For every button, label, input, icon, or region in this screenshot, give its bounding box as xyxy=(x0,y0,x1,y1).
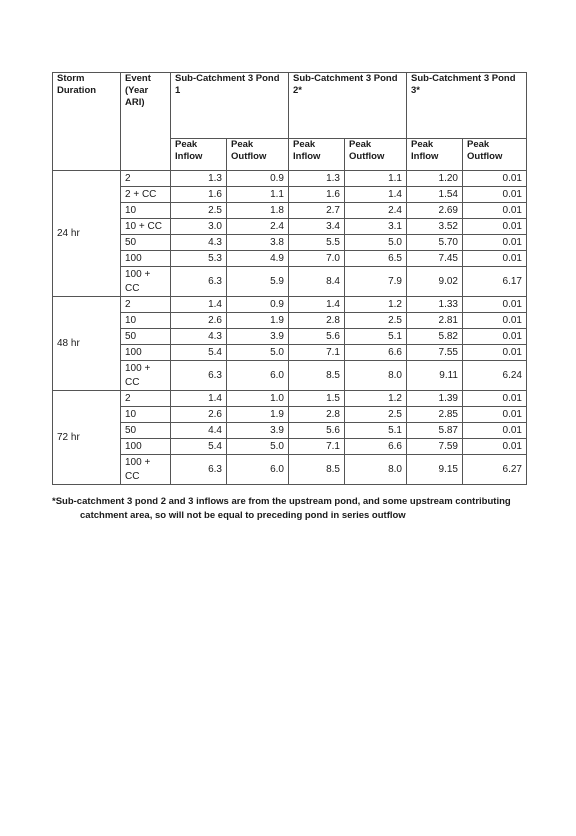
peak-inflow-cell: 7.0 xyxy=(289,251,345,267)
table-row xyxy=(53,187,527,203)
peak-outflow-cell: 2.5 xyxy=(345,407,407,423)
peak-outflow-cell: 4.9 xyxy=(227,251,289,267)
peak-inflow-cell: 7.45 xyxy=(407,251,463,267)
peak-outflow-cell: 1.0 xyxy=(227,391,289,407)
event-cell: 2 xyxy=(121,171,171,187)
peak-inflow-cell: 2.5 xyxy=(171,203,227,219)
event-cell: 10 + CC xyxy=(121,219,171,235)
event-cell: 2 xyxy=(121,391,171,407)
header-peak-outflow: Peak Outflow xyxy=(463,139,527,171)
header-peak-inflow: Peak Inflow xyxy=(171,139,227,171)
peak-inflow-cell: 1.4 xyxy=(289,297,345,313)
peak-inflow-cell: 3.4 xyxy=(289,219,345,235)
peak-outflow-cell: 6.6 xyxy=(345,439,407,455)
peak-outflow-cell: 0.01 xyxy=(463,235,527,251)
peak-outflow-cell: 6.17 xyxy=(463,267,527,297)
peak-outflow-cell: 5.1 xyxy=(345,329,407,345)
event-cell: 50 xyxy=(121,423,171,439)
peak-inflow-cell: 3.0 xyxy=(171,219,227,235)
header-storm-duration: Storm Duration xyxy=(53,73,121,171)
peak-inflow-cell: 7.55 xyxy=(407,345,463,361)
peak-outflow-cell: 1.1 xyxy=(345,171,407,187)
peak-inflow-cell: 6.3 xyxy=(171,455,227,485)
peak-inflow-cell: 3.52 xyxy=(407,219,463,235)
peak-outflow-cell: 0.01 xyxy=(463,251,527,267)
peak-outflow-cell: 0.01 xyxy=(463,407,527,423)
peak-inflow-cell: 8.5 xyxy=(289,455,345,485)
peak-inflow-cell: 9.02 xyxy=(407,267,463,297)
peak-inflow-cell: 9.11 xyxy=(407,361,463,391)
table-row xyxy=(53,391,527,407)
header-pond-1: Sub-Catchment 3 Pond 1 xyxy=(171,73,289,139)
peak-outflow-cell: 1.9 xyxy=(227,313,289,329)
peak-inflow-cell: 2.81 xyxy=(407,313,463,329)
peak-inflow-cell: 6.3 xyxy=(171,267,227,297)
table-body xyxy=(53,171,527,485)
peak-outflow-cell: 6.6 xyxy=(345,345,407,361)
event-cell: 100 + CC xyxy=(121,267,171,297)
event-cell: 100 xyxy=(121,439,171,455)
event-cell: 10 xyxy=(121,407,171,423)
peak-outflow-cell: 0.9 xyxy=(227,297,289,313)
peak-inflow-cell: 5.6 xyxy=(289,329,345,345)
peak-inflow-cell: 1.3 xyxy=(289,171,345,187)
table-row xyxy=(53,235,527,251)
peak-inflow-cell: 1.33 xyxy=(407,297,463,313)
table-row xyxy=(53,329,527,345)
table-row xyxy=(53,251,527,267)
peak-outflow-cell: 0.01 xyxy=(463,297,527,313)
peak-outflow-cell: 8.0 xyxy=(345,455,407,485)
peak-outflow-cell: 7.9 xyxy=(345,267,407,297)
peak-outflow-cell: 1.1 xyxy=(227,187,289,203)
peak-outflow-cell: 0.01 xyxy=(463,171,527,187)
event-cell: 50 xyxy=(121,329,171,345)
peak-outflow-cell: 6.27 xyxy=(463,455,527,485)
peak-outflow-cell: 0.01 xyxy=(463,423,527,439)
peak-outflow-cell: 1.4 xyxy=(345,187,407,203)
peak-inflow-cell: 1.54 xyxy=(407,187,463,203)
peak-outflow-cell: 3.1 xyxy=(345,219,407,235)
peak-outflow-cell: 8.0 xyxy=(345,361,407,391)
event-cell: 10 xyxy=(121,203,171,219)
peak-outflow-cell: 1.8 xyxy=(227,203,289,219)
table-row xyxy=(53,439,527,455)
peak-inflow-cell: 1.6 xyxy=(171,187,227,203)
peak-inflow-cell: 1.20 xyxy=(407,171,463,187)
peak-inflow-cell: 8.5 xyxy=(289,361,345,391)
peak-outflow-cell: 2.5 xyxy=(345,313,407,329)
peak-inflow-cell: 1.6 xyxy=(289,187,345,203)
table-row xyxy=(53,455,527,485)
peak-inflow-cell: 2.8 xyxy=(289,313,345,329)
event-cell: 100 + CC xyxy=(121,455,171,485)
peak-outflow-cell: 0.01 xyxy=(463,329,527,345)
table-row xyxy=(53,297,527,313)
header-peak-inflow: Peak Inflow xyxy=(407,139,463,171)
peak-outflow-cell: 0.01 xyxy=(463,313,527,329)
peak-outflow-cell: 0.01 xyxy=(463,439,527,455)
header-peak-outflow: Peak Outflow xyxy=(227,139,289,171)
header-pond-2: Sub-Catchment 3 Pond 2* xyxy=(289,73,407,139)
peak-outflow-cell: 5.0 xyxy=(227,345,289,361)
peak-outflow-cell: 5.0 xyxy=(345,235,407,251)
peak-inflow-cell: 4.4 xyxy=(171,423,227,439)
peak-outflow-cell: 0.01 xyxy=(463,187,527,203)
storm-duration-cell: 48 hr xyxy=(53,297,121,391)
footnote-line-2: catchment area, so will not be equal to preceding pond in series outflow xyxy=(80,509,406,521)
peak-outflow-cell: 0.01 xyxy=(463,203,527,219)
peak-outflow-cell: 3.9 xyxy=(227,329,289,345)
peak-outflow-cell: 5.1 xyxy=(345,423,407,439)
peak-outflow-cell: 6.5 xyxy=(345,251,407,267)
peak-inflow-cell: 2.69 xyxy=(407,203,463,219)
peak-inflow-cell: 5.4 xyxy=(171,345,227,361)
peak-outflow-cell: 0.01 xyxy=(463,391,527,407)
peak-outflow-cell: 1.2 xyxy=(345,297,407,313)
peak-inflow-cell: 4.3 xyxy=(171,235,227,251)
event-cell: 50 xyxy=(121,235,171,251)
peak-inflow-cell: 9.15 xyxy=(407,455,463,485)
storm-duration-cell: 24 hr xyxy=(53,171,121,297)
event-cell: 100 xyxy=(121,345,171,361)
peak-inflow-cell: 5.70 xyxy=(407,235,463,251)
peak-inflow-cell: 1.4 xyxy=(171,391,227,407)
peak-inflow-cell: 5.4 xyxy=(171,439,227,455)
peak-inflow-cell: 1.5 xyxy=(289,391,345,407)
peak-outflow-cell: 1.9 xyxy=(227,407,289,423)
peak-inflow-cell: 2.7 xyxy=(289,203,345,219)
peak-inflow-cell: 4.3 xyxy=(171,329,227,345)
peak-outflow-cell: 2.4 xyxy=(345,203,407,219)
peak-outflow-cell: 5.9 xyxy=(227,267,289,297)
header-peak-inflow: Peak Inflow xyxy=(289,139,345,171)
peak-outflow-cell: 5.0 xyxy=(227,439,289,455)
peak-inflow-cell: 2.6 xyxy=(171,313,227,329)
event-cell: 2 xyxy=(121,297,171,313)
peak-outflow-cell: 0.01 xyxy=(463,345,527,361)
peak-inflow-cell: 6.3 xyxy=(171,361,227,391)
table-row xyxy=(53,313,527,329)
peak-inflow-cell: 7.1 xyxy=(289,439,345,455)
event-cell: 100 xyxy=(121,251,171,267)
peak-outflow-cell: 0.9 xyxy=(227,171,289,187)
peak-outflow-cell: 6.0 xyxy=(227,455,289,485)
event-cell: 100 + CC xyxy=(121,361,171,391)
peak-inflow-cell: 8.4 xyxy=(289,267,345,297)
table-row xyxy=(53,203,527,219)
peak-outflow-cell: 3.9 xyxy=(227,423,289,439)
peak-inflow-cell: 2.85 xyxy=(407,407,463,423)
table-row xyxy=(53,407,527,423)
peak-outflow-cell: 6.0 xyxy=(227,361,289,391)
header-pond-3: Sub-Catchment 3 Pond 3* xyxy=(407,73,527,139)
peak-inflow-cell: 5.6 xyxy=(289,423,345,439)
peak-outflow-cell: 1.2 xyxy=(345,391,407,407)
peak-outflow-cell: 3.8 xyxy=(227,235,289,251)
peak-inflow-cell: 7.1 xyxy=(289,345,345,361)
table-row xyxy=(53,423,527,439)
peak-inflow-cell: 5.87 xyxy=(407,423,463,439)
peak-inflow-cell: 2.6 xyxy=(171,407,227,423)
peak-inflow-cell: 1.4 xyxy=(171,297,227,313)
header-peak-outflow: Peak Outflow xyxy=(345,139,407,171)
peak-inflow-cell: 5.3 xyxy=(171,251,227,267)
peak-inflow-cell: 2.8 xyxy=(289,407,345,423)
table-row xyxy=(53,171,527,187)
table-row xyxy=(53,219,527,235)
peak-inflow-cell: 7.59 xyxy=(407,439,463,455)
peak-inflow-cell: 1.3 xyxy=(171,171,227,187)
peak-outflow-cell: 0.01 xyxy=(463,219,527,235)
header-event: Event (Year ARI) xyxy=(121,73,171,171)
storm-results-table xyxy=(52,72,527,485)
footnote xyxy=(52,495,532,522)
table-row xyxy=(53,361,527,391)
table-row xyxy=(53,267,527,297)
event-cell: 2 + CC xyxy=(121,187,171,203)
peak-outflow-cell: 2.4 xyxy=(227,219,289,235)
storm-duration-cell: 72 hr xyxy=(53,391,121,485)
peak-inflow-cell: 5.5 xyxy=(289,235,345,251)
peak-inflow-cell: 5.82 xyxy=(407,329,463,345)
peak-inflow-cell: 1.39 xyxy=(407,391,463,407)
peak-outflow-cell: 6.24 xyxy=(463,361,527,391)
footnote-line-1: *Sub-catchment 3 pond 2 and 3 inflows are from the upstream pond, and some upstream contributing xyxy=(52,496,511,507)
event-cell: 10 xyxy=(121,313,171,329)
table-row xyxy=(53,345,527,361)
